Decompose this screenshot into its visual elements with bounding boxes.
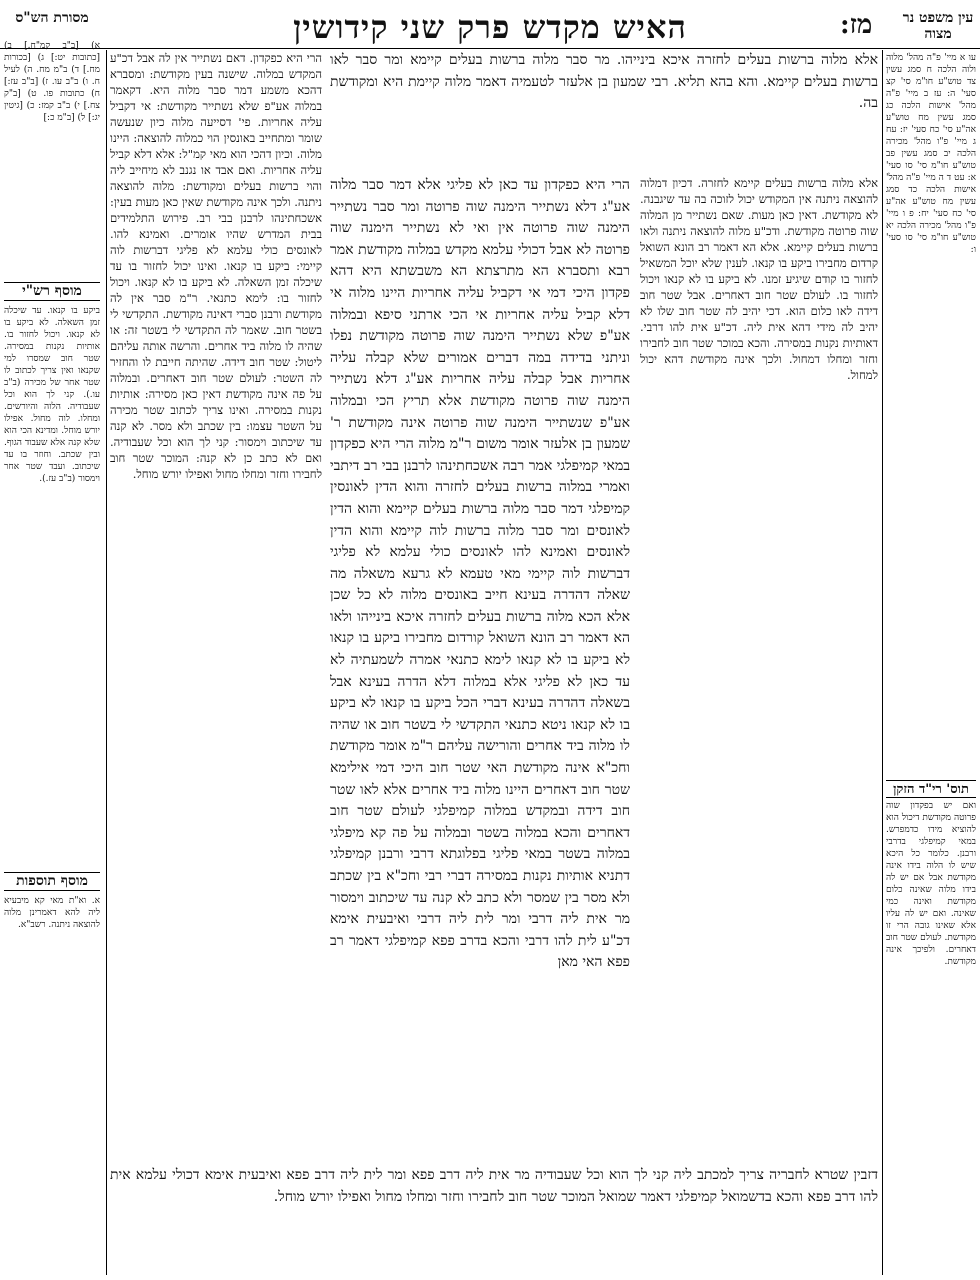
musaf-tosafot-column <box>4 895 100 965</box>
page-header <box>0 6 980 50</box>
gemara-column <box>330 175 630 1160</box>
left-margin-divider <box>106 50 107 1275</box>
gemara-bottom-block <box>110 1165 878 1275</box>
tosafot-text: הרי היא כפקדון. דאם נשתייר אין לה אבל דכ"ע המקדש במלוה. שישנה בעין מקודשת: ומסברא דהכא משמע דמר סבר מלוה היא. דקאמר במלוה אע"פ שלא נשתייר מקודשת: אי דקביל עליה אחריות. פי' דסייעה מלוה כיון שנעשה שומר ומתחייב באונסין הוי כמלוה להוצאה: היינו מלוה. וכיון דהכי הוא מאי קמ"ל: אלא דלא קביל עליה אחריות. ואם אבד או נגנב לא מיחייב ליה והוי ברשות בעלים ומקודשת: מלוה להוצאה ניתנה. ולכך אינה מקודשת שאין כאן מעות בעין: אשכחתינהו לרבנן בבי רב. פירוש התלמידים בבית המדרש שהיו אומרים. ואמינא להו. לאונסים כולי עלמא לא פליגי דברשות לוה קיימי: ביקע בו קנאו. ואינו יכול לחזור בו עד שיכלה זמן השאלה. לא ביקע בו לא קנאו. ויכול לחזור בו: לימא כתנאי. ר"מ סבר אין לה מקודשת ורבנן סברי דאינה מקודשת. התקדשי לי בשטר חוב. שאמר לה התקדשי לי בשטר זה: או שהיה לו מלוה ביד אחרים. והרשה אותה עליהם ליטול: שטר חוב דידה. שהיתה חייבת לו והחזיר לה השטר: לעולם שטר חוב דאחרים. ובמלוה על פה אינה מקודשת דאין כאן מסירה: אותיות נקנות במסירה. ואינו צריך לכתוב שטר מכירה על השטר עצמו: בין שכתב ולא מסר. לא קנה עד שיכתוב וימסור: קני לך הוא וכל שעבודיה. ואם לא כתב כן לא קנה: המוכר שטר חוב לחבירו וחזר ומחלו מחול ואפילו יורש מוחל. <box>110 51 322 481</box>
masoret-hashas-label: מסורת הש"ס <box>15 10 89 26</box>
ein-mishpat-label: עין משפט נר מצוה <box>902 10 974 42</box>
ein-mishpat-column <box>886 52 976 792</box>
musaf-tosafot-heading: מוסף תוספות <box>4 872 100 891</box>
musaf-rashi-heading: מוסף רש"י <box>4 282 100 301</box>
right-margin-divider <box>882 50 883 1275</box>
tos-rid-column <box>886 800 976 1260</box>
header-divider <box>0 48 980 49</box>
rashi-column <box>640 175 878 1160</box>
masoret-hashas-text: א) [ב"ב קמ"ח.] ב) [כתובות יט:] ג) [בכורות מח.] ד) ב"מ מח. ה) לעיל ח. ו) ב"ב עו. ז) [ב"ב עז:] ח) כתובות פו. ט) [ב"ק צח.] י) ב"ב קמז: כ) [גיטין יג:] ל) [ב"מ כ:] <box>4 41 100 123</box>
rashi-text: אלא מלוה ברשות בעלים קיימא לחזרה. דכיון דמלוה להוצאה ניתנה אין המקודש יכול לזוכה בה עד שיגבנה. לא מקודשת. דאין כאן מעות. שאם נשתייר מן המלוה שוה פרוטה מקודשת. ודכ"ע מלוה להוצאה ניתנה ולאו ברשות בעלים קיימא. אלא הא דאמר רב הונא השואל קרדום מחבירו ביקע בו קנאו. לענין שלא יוכל המשאיל לחזור בו קודם שיגיע זמנו. לא ביקע בו לא קנאו ויכול לחזור בו. לעולם שטר חוב דאחרים. אבל שטר חוב דידה לאו כלום הוא. דכי יהיב לה שטר חוב שלו לא יהיב לה מידי דהא אית ליה. דכ"ע אית להו דרבי. דאותיות נקנות במסירה. והכא במוכר שטר חוב לחבירו וחזר ומחלו דמחול. ולכך אינה מקודשת דהא יכול למחול. <box>640 176 878 382</box>
ein-mishpat-text: עו א מיי' פ"ה מהל' מלוה ולוה הלכה ח סמג עשין צד טוש"ע חו"מ סי' קצ סעי' ה: עז ב מיי' פ"ה מהל' אישות הלכה כג סמג עשין מח טוש"ע אה"ע סי' כח סעי' יז: עח ג מיי' פ"ו מהל' מכירה הלכה יב סמג עשין פב טוש"ע חו"מ סי' סו סעי' א: עט ד ה מיי' פ"ה מהל' אישות הלכה כד סמג עשין מח טוש"ע אה"ע סי' כח סעי' יח: פ ו מיי' פ"ו מהל' מכירה הלכה יא טוש"ע חו"מ סי' סו סעי' ו: <box>886 53 976 255</box>
gemara-top-block <box>330 50 878 170</box>
musaf-tosafot-text: א. וא"ת מאי קא מיבעיא ליה להא דאמרינן מלוה להוצאה ניתנה. רשב"א. <box>4 896 100 930</box>
gemara-top-text: אלא מלוה ברשות בעלים לחזרה איכא בינייהו. מר סבר מלוה ברשות בעלים קיימא ומר סבר לאו ברשות בעלים קיימא. והא בהא תליא. רבי שמעון בן אלעזר לטעמיה דאמר מלוה קיימת היא ומקודשת בה. <box>330 52 878 112</box>
tos-rid-heading: תוס' רי"ד הזקן <box>886 780 976 798</box>
page-title: האיש מקדש פרק שני קידושין <box>293 8 687 46</box>
tos-rid-text: ואם יש בפקדון שוה פרוטה מקודשת דיכול הוא להוציא מידו כדמפרש. במאי קמיפלגי בדרבי ורבנן. כלומר כל היכא שיש לו הלוה בידו אינה מקודשת אבל אם יש לה בידו מלוה שאינה כלום מקודשת ואינה כמי שאינה. ואם יש לה עליו אלא שאינו גובה הרי זו מקודשת. לעולם שטר חוב דאחרים. ולפיכך אינה מקודשת. <box>886 801 976 967</box>
daf-number: מז: <box>840 10 873 40</box>
musaf-rashi-text: ביקע בו קנאו. עד שיכלה זמן השאלה. לא ביקע בו לא קנאו. ויכול לחזור בו. אותיות נקנות במסירה. שטר חוב שמסרו למי שקנאו ואין צריך לכתוב לו שטר אחר של מכירה (ב"ב עו.). קני לך הוא וכל שעבודיה. הלוה והיורשים. ומחלו. לוה מחול. אפילו יורש מוחל. ומדינא הכי הוא שלא קנה אלא שעבוד הגוף. ובין שכתב. וחוזר בו עד שיכתוב. ועבד שטר אחר וימסור (ב"ב עז.). <box>4 306 100 484</box>
masoret-hashas-column <box>4 40 100 275</box>
gemara-bottom-text: דזבין שטרא לחבריה צריך למכתב ליה קני לך הוא וכל שעבודיה מר אית ליה דרב פפא ומר לית ליה דרב פפא ואיבעית אימא דכולי עלמא אית להו דרב פפא והכא בדשמואל קמיפלגי דאמר שמואל המוכר שטר חוב לחבירו וחזר ומחלו מחול ואפילו יורש מוחל. <box>110 1167 878 1205</box>
musaf-rashi-column <box>4 305 100 865</box>
tosafot-column <box>110 50 322 1160</box>
gemara-text: הרי היא כפקדון עד כאן לא פליגי אלא דמר סבר מלוה אע"ג דלא נשתייר הימנה שוה פרוטה ומר סבר נשתייר הימנה שוה פרוטה אין ואי לא נשתייר הימנה שוה פרוטה לא אבל דכולי עלמא מקדש במלוה מקודשת אמר רבא ותסברא הא מתרצתא הא משבשתא היא דהא פקדון היכי דמי אי דקביל עליה אחריות היינו מלוה אי דלא קביל עליה אחריות אי הכי ארתני סיפא ובמלוה אע"פ שלא נשתייר הימנה שוה פרוטה מקודשת נפלו וניתני בדידה במה דברים אמורים שלא קבלה עליה אחריות אבל קבלה עליה אחריות אע"ג דלא נשתייר הימנה שוה פרוטה מקודשת אלא תריץ הכי ובמלוה אע"פ שנשתייר הימנה שוה פרוטה אינה מקודשת ר' שמעון בן אלעזר אומר משום ר"מ מלוה הרי היא כפקדון במאי קמיפלגי אמר רבה אשכחתינהו לרבנן בבי רב דיתבי ואמרי במלוה ברשות בעלים לחזרה והוא הדין לאונסין קמיפלגי דמר סבר מלוה ברשות בעלים קיימא והוא הדין לאונסים ומר סבר מלוה ברשות לוה קיימא והוא הדין לאונסים ואמינא להו לאונסים כולי עלמא לא פליגי דברשות לוה קיימי מאי טעמא לא גרעא משאלה מה שאלה דהדרה בעינא חייב באונסים מלוה לא כל שכן אלא הכא מלוה ברשות בעלים לחזרה איכא בינייהו ולאו הא דאמר רב הונא השואל קורדום מחבירו ביקע בו קנאו לא ביקע בו לא קנאו לימא כתנאי אמרה לשמעתיה לא עד כאן לא פליגי אלא במלוה דלא הדרה בעינא אבל בשאלה דהדרה בעינא דברי הכל ביקע בו קנאו לא ביקע בו לא קנאו ניטא כתנאי התקדשי לי בשטר חוב או שהיה לו מלוה ביד אחרים והורישה עליהם ר"מ אומר מקודשת וחכ"א אינה מקודשת האי שטר חוב היכי דמי אילימא שטר חוב דאחרים היינו מלוה ביד אחרים אלא לאו שטר חוב דידה ובמקדש במלוה קמיפלגי לעולם שטר חוב דאחרים והכא במלוה בשטר ובמלוה על פה קא מיפלגי במלוה בשטר במאי פליגי בפלוגתא דרבי ורבנן קמיפלגי דתניא אותיות נקנות במסירה דברי רבי וחכ"א בין שכתב ולא מסר בין שמסר ולא כתב לא קנה עד שיכתוב וימסור מר אית ליה דרבי ומר לית ליה דרבי ואיבעית אימא דכ"ע לית להו דרבי והכא בדרב פפא קמיפלגי דאמר רב פפא האי מאן <box>330 177 630 971</box>
